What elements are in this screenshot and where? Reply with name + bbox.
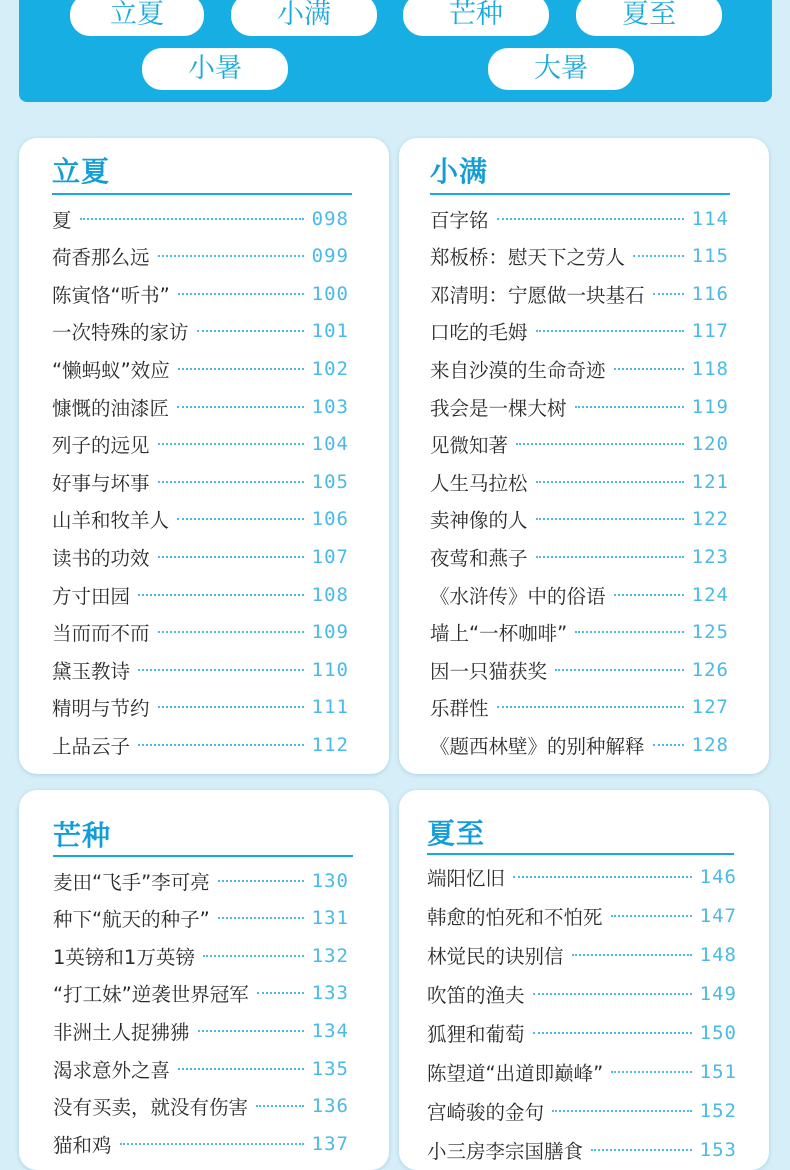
- toc-entry-title: 韩愈的怕死和不怕死: [427, 905, 603, 929]
- toc-entry-page: 112: [311, 733, 349, 756]
- toc-entry-title: 《水浒传》中的俗语: [430, 584, 606, 608]
- toc-entry-page: 104: [311, 433, 349, 456]
- toc-entry-page: 131: [311, 907, 349, 930]
- dot-leader: [138, 744, 304, 746]
- toc-card-xiazhi: [399, 790, 769, 1170]
- toc-entry[interactable]: [430, 388, 729, 425]
- toc-entry-title: 麦田“飞手”李可亮: [53, 870, 210, 894]
- dot-leader: [177, 518, 304, 520]
- toc-entry[interactable]: [52, 275, 349, 312]
- toc-entry[interactable]: [427, 1014, 737, 1051]
- dot-leader: [555, 669, 684, 671]
- toc-entry-title: “打工妹”逆袭世界冠军: [53, 983, 249, 1007]
- dot-leader: [218, 880, 304, 882]
- toc-entry-page: 122: [691, 508, 729, 531]
- toc-entry[interactable]: [430, 463, 729, 500]
- toc-entry-title: 端阳忆旧: [427, 866, 506, 890]
- section-title: 立夏: [52, 155, 111, 188]
- dot-leader: [138, 669, 304, 671]
- dot-leader: [572, 954, 692, 956]
- toc-entry[interactable]: [430, 426, 729, 463]
- toc-entry[interactable]: [427, 1092, 737, 1129]
- toc-entry-title: 墙上“一杯咖啡”: [430, 622, 568, 646]
- dot-leader: [158, 481, 304, 483]
- dot-leader: [178, 368, 304, 370]
- toc-entry-title: 当而而不而: [52, 622, 150, 646]
- toc-entry-title: “懒蚂蚁”效应: [52, 358, 170, 382]
- toc-entry-page: 137: [311, 1132, 349, 1155]
- toc-entry-title: 《题西林壁》的别种解释: [430, 734, 645, 758]
- toc-entry-page: 117: [691, 320, 729, 343]
- toc-entry[interactable]: [53, 900, 349, 937]
- toc-entry-page: 149: [699, 982, 737, 1005]
- toc-entry-title: 1英镑和1万英镑: [53, 945, 195, 969]
- dot-leader: [513, 876, 692, 878]
- toc-entry-title: 乐群性: [430, 697, 489, 721]
- toc-entry[interactable]: [430, 238, 729, 275]
- toc-entry-page: 152: [699, 1099, 737, 1122]
- toc-entry[interactable]: [430, 689, 729, 726]
- toc-entry-page: 100: [311, 282, 349, 305]
- toc-entry-title: 吹笛的渔夫: [427, 983, 525, 1007]
- toc-entry[interactable]: [52, 463, 349, 500]
- toc-entry-title: 慷慨的油漆匠: [52, 396, 170, 420]
- section-title: 夏至: [427, 817, 486, 850]
- toc-entry[interactable]: [52, 238, 349, 275]
- toc-entry-page: 119: [691, 395, 729, 418]
- toc-entry-page: 099: [311, 245, 349, 268]
- toc-entry-title: 一次特殊的家访: [52, 321, 189, 345]
- toc-entry-page: 116: [691, 282, 729, 305]
- dot-leader: [536, 481, 684, 483]
- nav-term-xiaoshu[interactable]: 小暑: [142, 48, 288, 90]
- toc-entry-title: 陈寅恪“听书”: [52, 283, 170, 307]
- toc-entry[interactable]: [427, 1053, 737, 1090]
- toc-entry-page: 153: [699, 1138, 737, 1161]
- dot-leader: [536, 330, 684, 332]
- nav-term-xiazhi[interactable]: 夏至: [576, 0, 722, 36]
- toc-entry-title: 猫和鸡: [53, 1133, 112, 1157]
- dot-leader: [653, 293, 684, 295]
- toc-entry-page: 126: [691, 658, 729, 681]
- toc-entry[interactable]: [427, 936, 737, 973]
- dot-leader: [158, 556, 304, 558]
- nav-term-dashu[interactable]: 大暑: [488, 48, 634, 90]
- dot-leader: [158, 631, 304, 633]
- toc-entry-title: 没有买卖，就没有伤害: [53, 1096, 249, 1120]
- dot-leader: [653, 744, 684, 746]
- nav-term-mangzhong[interactable]: 芒种: [403, 0, 549, 36]
- toc-entry[interactable]: [427, 897, 737, 934]
- toc-entry[interactable]: [430, 614, 729, 651]
- toc-entry-page: 121: [691, 470, 729, 493]
- toc-entry[interactable]: [52, 350, 349, 387]
- dot-leader: [516, 443, 684, 445]
- dot-leader: [533, 993, 692, 995]
- toc-entry[interactable]: [52, 651, 349, 688]
- dot-leader: [218, 917, 304, 919]
- toc-entry-page: 101: [311, 320, 349, 343]
- toc-entry-page: 147: [699, 904, 737, 927]
- toc-entry-title: 邓清明：宁愿做一块基石: [430, 283, 645, 307]
- toc-entry[interactable]: [52, 726, 349, 763]
- title-underline: [427, 853, 734, 855]
- toc-entry-page: 107: [311, 545, 349, 568]
- toc-entry-title: 非洲土人捉狒狒: [53, 1020, 190, 1044]
- toc-entry-title: 卖神像的人: [430, 509, 528, 533]
- toc-entry-title: 渴求意外之喜: [53, 1058, 171, 1082]
- toc-entry-title: 读书的功效: [52, 546, 150, 570]
- dot-leader: [138, 594, 304, 596]
- toc-entry-page: 123: [691, 545, 729, 568]
- toc-entry[interactable]: [53, 937, 349, 974]
- dot-leader: [552, 1110, 692, 1112]
- toc-entry-title: 精明与节约: [52, 697, 150, 721]
- toc-entry[interactable]: [52, 538, 349, 575]
- dot-leader: [256, 1105, 304, 1107]
- toc-entry-title: 种下“航天的种子”: [53, 908, 210, 932]
- toc-entry[interactable]: [53, 862, 349, 899]
- toc-entry-title: 夜莺和燕子: [430, 546, 528, 570]
- toc-entry-page: 146: [699, 865, 737, 888]
- toc-entry-title: 林觉民的诀别信: [427, 944, 564, 968]
- toc-entry[interactable]: [430, 313, 729, 350]
- toc-entry-page: 150: [699, 1021, 737, 1044]
- toc-entry-title: 荷香那么远: [52, 246, 150, 270]
- toc-entry-page: 124: [691, 583, 729, 606]
- dot-leader: [158, 706, 304, 708]
- toc-entry-title: 口吃的毛姆: [430, 321, 528, 345]
- dot-leader: [497, 706, 684, 708]
- dot-leader: [611, 1071, 691, 1073]
- toc-entry[interactable]: [430, 726, 729, 763]
- nav-term-xiaoman[interactable]: 小满: [231, 0, 377, 36]
- toc-entry[interactable]: [53, 975, 349, 1012]
- toc-entry-page: 115: [691, 245, 729, 268]
- toc-entry-page: 125: [691, 621, 729, 644]
- dot-leader: [614, 368, 684, 370]
- toc-entry[interactable]: [52, 200, 349, 237]
- toc-entry-page: 132: [311, 944, 349, 967]
- toc-entry-page: 098: [311, 207, 349, 230]
- solar-term-nav-banner: [19, 0, 772, 102]
- toc-card-xiaoman: [399, 138, 769, 774]
- toc-entry[interactable]: [430, 651, 729, 688]
- dot-leader: [591, 1149, 692, 1151]
- toc-entry-page: 110: [311, 658, 349, 681]
- toc-entry[interactable]: [53, 1012, 349, 1049]
- nav-term-lixia[interactable]: 立夏: [70, 0, 204, 36]
- toc-entry[interactable]: [427, 975, 737, 1012]
- toc-entry[interactable]: [430, 538, 729, 575]
- toc-entry[interactable]: [430, 200, 729, 237]
- toc-entry-page: 130: [311, 869, 349, 892]
- title-underline: [430, 193, 730, 195]
- section-title: 芒种: [53, 819, 112, 852]
- title-underline: [53, 855, 353, 857]
- dot-leader: [536, 518, 684, 520]
- toc-entry[interactable]: [430, 350, 729, 387]
- toc-entry-title: 人生马拉松: [430, 471, 528, 495]
- dot-leader: [257, 992, 304, 994]
- toc-entry[interactable]: [430, 501, 729, 538]
- toc-entry-page: 120: [691, 433, 729, 456]
- toc-entry[interactable]: [52, 689, 349, 726]
- toc-entry-title: 列子的远见: [52, 434, 150, 458]
- dot-leader: [198, 1030, 304, 1032]
- toc-entry[interactable]: [52, 426, 349, 463]
- toc-entry[interactable]: [427, 858, 737, 895]
- toc-entry[interactable]: [430, 576, 729, 613]
- toc-entry-page: 111: [311, 696, 349, 719]
- toc-entry-title: 百字铭: [430, 208, 489, 232]
- toc-entry-title: 黛玉教诗: [52, 659, 131, 683]
- toc-entry-page: 118: [691, 357, 729, 380]
- dot-leader: [614, 594, 684, 596]
- toc-entry-page: 103: [311, 395, 349, 418]
- toc-entry-page: 136: [311, 1095, 349, 1118]
- toc-entry-title: 见微知著: [430, 434, 509, 458]
- toc-entry-title: 山羊和牧羊人: [52, 509, 170, 533]
- toc-entry-page: 109: [311, 621, 349, 644]
- toc-entry[interactable]: [430, 275, 729, 312]
- toc-entry-title: 宫崎骏的金句: [427, 1100, 545, 1124]
- dot-leader: [533, 1032, 692, 1034]
- toc-entry-title: 狐狸和葡萄: [427, 1022, 525, 1046]
- toc-entry-title: 方寸田园: [52, 584, 131, 608]
- dot-leader: [633, 255, 684, 257]
- toc-entry[interactable]: [52, 614, 349, 651]
- dot-leader: [158, 443, 304, 445]
- toc-entry-page: 148: [699, 943, 737, 966]
- toc-entry[interactable]: [52, 501, 349, 538]
- toc-entry-page: 135: [311, 1057, 349, 1080]
- toc-entry-page: 151: [699, 1060, 737, 1083]
- toc-entry[interactable]: [52, 388, 349, 425]
- toc-entry-page: 106: [311, 508, 349, 531]
- toc-entry-page: 105: [311, 470, 349, 493]
- toc-entry[interactable]: [53, 1088, 349, 1125]
- toc-card-mangzhong: [19, 790, 389, 1170]
- toc-entry[interactable]: [52, 313, 349, 350]
- toc-entry-title: 好事与坏事: [52, 471, 150, 495]
- toc-entry-title: 因一只猫获奖: [430, 659, 548, 683]
- toc-entry-page: 134: [311, 1019, 349, 1042]
- toc-entry-page: 127: [691, 696, 729, 719]
- toc-entry-title: 夏: [52, 208, 72, 232]
- dot-leader: [197, 330, 304, 332]
- dot-leader: [497, 218, 684, 220]
- dot-leader: [203, 955, 304, 957]
- toc-entry[interactable]: [52, 576, 349, 613]
- dot-leader: [575, 406, 684, 408]
- toc-entry-title: 我会是一棵大树: [430, 396, 567, 420]
- title-underline: [52, 193, 352, 195]
- toc-entry-page: 108: [311, 583, 349, 606]
- dot-leader: [158, 255, 304, 257]
- dot-leader: [536, 556, 684, 558]
- toc-entry-title: 陈望道“出道即巅峰”: [427, 1061, 604, 1085]
- toc-entry-title: 小三房李宗国膳食: [427, 1139, 584, 1163]
- dot-leader: [177, 406, 304, 408]
- toc-entry-page: 114: [691, 207, 729, 230]
- toc-entry-page: 128: [691, 733, 729, 756]
- dot-leader: [178, 1068, 304, 1070]
- toc-entry-title: 上品云子: [52, 734, 131, 758]
- toc-entry[interactable]: [427, 1131, 737, 1168]
- toc-entry-page: 102: [311, 357, 349, 380]
- toc-entry-title: 来自沙漠的生命奇迹: [430, 358, 606, 382]
- toc-card-lixia: [19, 138, 389, 774]
- toc-entry[interactable]: [53, 1050, 349, 1087]
- dot-leader: [178, 293, 304, 295]
- section-title: 小满: [430, 155, 489, 188]
- toc-entry-page: 133: [311, 982, 349, 1005]
- dot-leader: [611, 915, 692, 917]
- dot-leader: [80, 218, 304, 220]
- toc-entry-title: 郑板桥：慰天下之劳人: [430, 246, 626, 270]
- dot-leader: [575, 631, 683, 633]
